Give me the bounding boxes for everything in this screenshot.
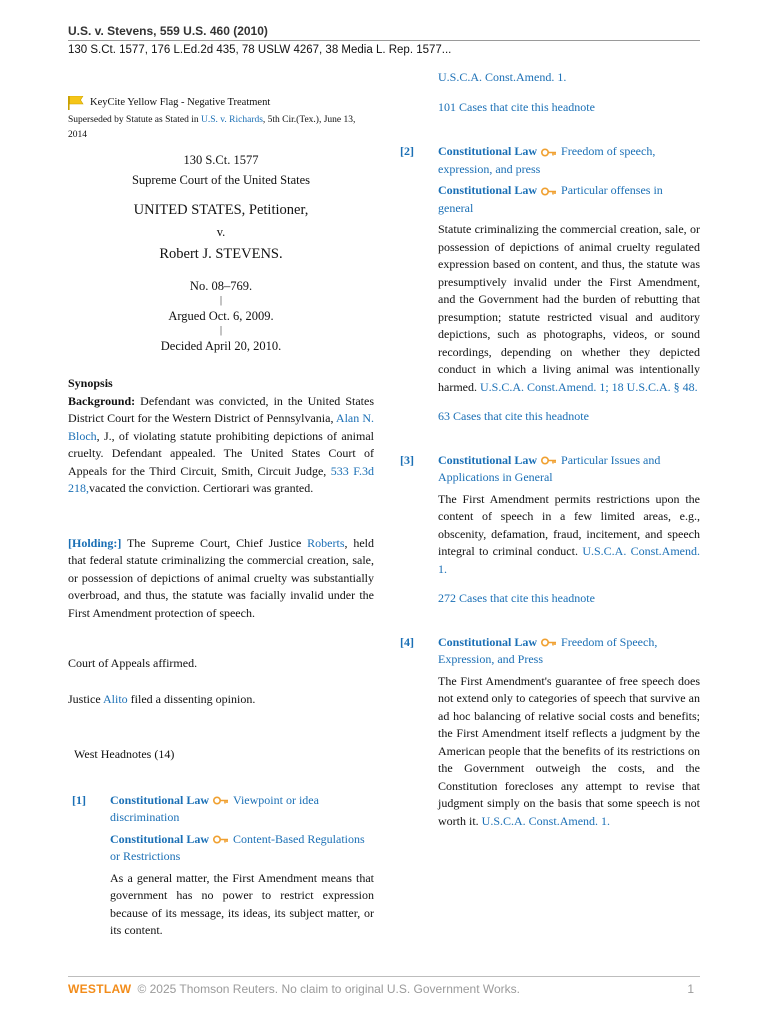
headnote-topic[interactable]: Constitutional Law Viewpoint or idea discrimination bbox=[110, 792, 319, 824]
headnotes-title: West Headnotes (14) bbox=[74, 747, 175, 761]
keycite-label[interactable]: KeyCite Yellow Flag - Negative Treatment bbox=[90, 97, 271, 108]
headnote-topic[interactable]: Constitutional Law Particular offenses in general bbox=[438, 183, 663, 215]
holding-paragraph: [Holding:] The Supreme Court, Chief Justice Roberts, held that federal statute criminalizing the commercial creation, sale, or possession of depictions of animal cruelty was substantially overbroad, and thus, the statute was facially invalid under the First Amendment protection of speech. bbox=[68, 535, 375, 620]
disposition: Court of Appeals affirmed. bbox=[68, 656, 198, 670]
copyright-notice: © 2025 Thomson Reuters. No claim to original U.S. Government Works. bbox=[137, 982, 520, 996]
headnote-1-continued bbox=[400, 69, 700, 116]
synopsis-heading: Synopsis bbox=[68, 376, 113, 390]
page-number: 1 bbox=[687, 982, 694, 996]
const-amend-link[interactable]: U.S.C.A. Const.Amend. 1. bbox=[438, 544, 700, 576]
versus: v. bbox=[216, 225, 226, 239]
lower-court-cite-link[interactable]: 533 F.3d 218, bbox=[68, 463, 374, 495]
justice-alito-link[interactable]: Alito bbox=[103, 691, 128, 706]
headnote-text: As a general matter, the First Amendment means that government has no power to restrict expression because of its message, its ideas, its subject matter, or its content. bbox=[110, 870, 374, 937]
keycite-block bbox=[68, 96, 374, 143]
headnote-topic[interactable]: Constitutional Law Freedom of Speech, Expression, and Press bbox=[438, 634, 658, 666]
headnote-number[interactable]: [2] bbox=[400, 144, 414, 158]
key-number-icon bbox=[541, 638, 557, 647]
left-column bbox=[68, 96, 374, 940]
citation-line: 130 S.Ct. 1577, 176 L.Ed.2d 435, 78 USLW 4267, 38 Media L. Rep. 1577... bbox=[68, 44, 452, 56]
separator: | bbox=[219, 295, 222, 306]
const-amend-link[interactable]: U.S.C.A. Const.Amend. 1. bbox=[438, 70, 567, 84]
background-paragraph: Background: Defendant was convicted, in the United States District Court for the Western District of Pennsylvania, Alan N. Bloch, J., of violating statute prohibiting depictions of animal cruelty. Defendant appealed. The United States Court of Appeals for the Third Circuit, Smith, Circuit Judge, 533 F.3d 218,vacated the conviction. Certiorari was granted. bbox=[68, 393, 374, 495]
headnote-topic[interactable]: Constitutional Law Content-Based Regulations or Restrictions bbox=[110, 831, 365, 863]
judge-bloch-link[interactable]: Alan N. Bloch bbox=[68, 411, 374, 443]
richards-link[interactable]: U.S. v. Richards bbox=[200, 115, 263, 125]
cases-citing-link[interactable]: 63 Cases that cite this headnote bbox=[438, 409, 589, 423]
headnote-2 bbox=[400, 143, 700, 426]
headnote-number[interactable]: [1] bbox=[72, 792, 86, 807]
headnote-1 bbox=[72, 792, 374, 940]
court-name: Supreme Court of the United States bbox=[131, 173, 311, 187]
yellow-flag-icon[interactable] bbox=[68, 96, 84, 110]
justice-roberts-link[interactable]: Roberts bbox=[307, 535, 345, 550]
cases-citing-link[interactable]: 272 Cases that cite this headnote bbox=[438, 591, 595, 605]
reporter-cite: 130 S.Ct. 1577 bbox=[183, 153, 259, 167]
document-title: U.S. v. Stevens, 559 U.S. 460 (2010) bbox=[68, 24, 268, 38]
right-column bbox=[400, 69, 700, 830]
statute-cite-link[interactable]: U.S.C.A. Const.Amend. 1; 18 U.S.C.A. § 48. bbox=[479, 379, 698, 394]
petitioner: UNITED STATES, Petitioner, bbox=[133, 202, 309, 218]
headnote-text: Statute criminalizing the commercial creation, sale, or possession of depictions of animal cruelty regulated expression based on content, and thus, the statute was presumptively invalid under the First Amendment, and the Government had the burden of rebutting that presumption; statute restricted visual and auditory depictions, such as photographs, videos, or sound recordings, depending on whether they depicted conduct in which a living animal was intentionally harmed. U.S.C.A. Const.Amend. 1; 18 U.S.C.A. § 48. bbox=[438, 222, 700, 394]
key-number-icon bbox=[213, 835, 229, 844]
separator: | bbox=[219, 325, 222, 336]
decided-date: Decided April 20, 2010. bbox=[160, 339, 282, 353]
const-amend-link[interactable]: U.S.C.A. Const.Amend. 1. bbox=[481, 813, 611, 828]
argued-date: Argued Oct. 6, 2009. bbox=[168, 309, 274, 323]
superseded-note: Superseded by Statute as Stated in U.S. v. Richards, 5th Cir.(Tex.), June 13, 2014 bbox=[68, 115, 356, 140]
holding-label: [Holding:] bbox=[68, 535, 122, 550]
dissent-note: Justice Alito filed a dissenting opinion. bbox=[68, 691, 256, 706]
key-number-icon bbox=[541, 456, 557, 465]
footer-divider bbox=[68, 976, 700, 977]
headnote-text: The First Amendment's guarantee of free speech does not extend only to categories of speech that survive an ad hoc balancing of relative social costs and benefits; the First Amendment itself reflects a judgment by the American people that the benefits of its restrictions on the Government outweigh the costs, and the Constitution forecloses any attempt to revise that judgment simply on the basis that some speech is not worth it. U.S.C.A. Const.Amend. 1. bbox=[438, 673, 700, 828]
key-number-icon bbox=[213, 796, 229, 805]
footer bbox=[68, 982, 700, 996]
header-divider bbox=[68, 40, 700, 41]
headnote-number[interactable]: [3] bbox=[400, 452, 414, 467]
headnote-text: The First Amendment permits restrictions upon the content of speech in a few limited areas, e.g., obscenity, defamation, fraud, incitement, and speech integral to criminal conduct. U.S.C.A. Const.Amend. 1. bbox=[438, 491, 700, 576]
docket-number: No. 08–769. bbox=[189, 279, 253, 293]
headnote-topic[interactable]: Constitutional Law Particular Issues and Applications in General bbox=[438, 452, 661, 484]
headnote-number[interactable]: [4] bbox=[400, 634, 414, 649]
key-number-icon bbox=[541, 187, 557, 196]
key-number-icon bbox=[541, 148, 557, 157]
cases-citing-link[interactable]: 101 Cases that cite this headnote bbox=[438, 99, 595, 114]
headnote-4 bbox=[400, 634, 700, 831]
respondent-link[interactable]: Robert J. STEVENS. bbox=[159, 246, 283, 262]
westlaw-logo: WESTLAW bbox=[68, 982, 132, 996]
headnote-3 bbox=[400, 452, 700, 608]
headnote-cite bbox=[438, 69, 700, 87]
headnote-topic[interactable]: Constitutional Law Freedom of speech, expression, and press bbox=[438, 144, 656, 176]
